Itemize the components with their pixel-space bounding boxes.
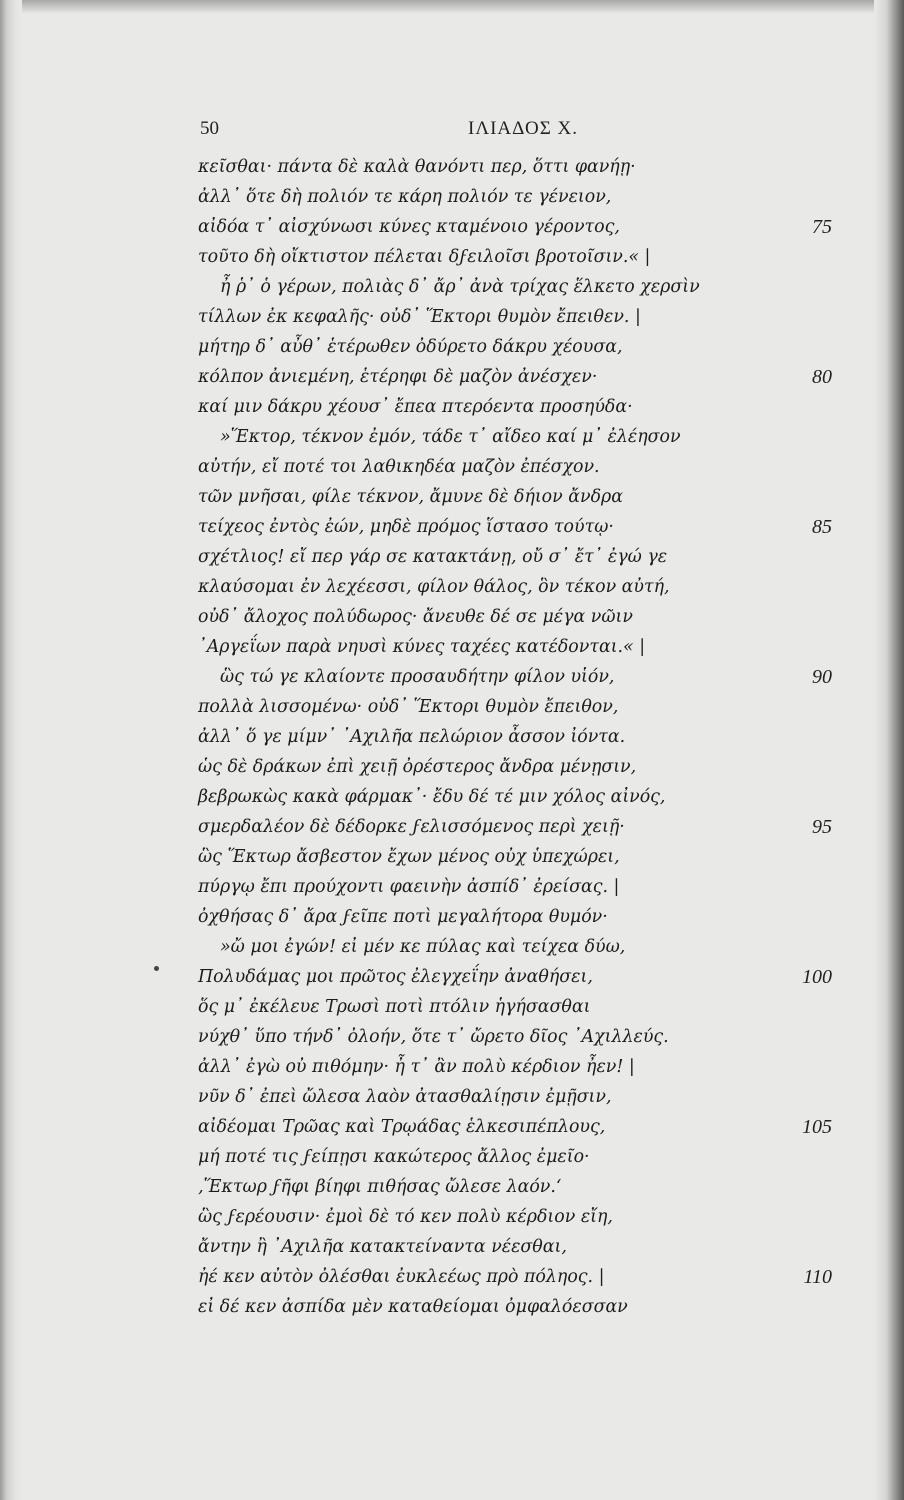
verse-text: ᾽Αργεΐων παρὰ νηυσὶ κύνες ταχέες κατέδονται.« | (198, 637, 646, 657)
verse-text: »Ἕκτορ, τέκνον ἐμόν, τάδε τ᾽ αἴδεο καί μ᾽ ἐλέησον (220, 427, 681, 447)
verse-line (198, 1292, 848, 1322)
verse-line (198, 692, 848, 722)
verse-line (198, 1112, 848, 1142)
verse-text: αἰδέομαι Τρῶας καὶ Τρῳάδας ἑλκεσιπέπλους, (198, 1117, 606, 1137)
verse-text: καί μιν δάκρυ χέουσ᾽ ἔπεα πτερόεντα προσηύδα· (198, 397, 633, 417)
verse-line (198, 152, 848, 182)
verse-text: νύχθ᾽ ὕπο τήνδ᾽ ὀλοήν, ὅτε τ᾽ ὤρετο δῖος ᾽Αχιλλεύς. (198, 1027, 669, 1047)
verse-line (198, 182, 848, 212)
verse-line (198, 542, 848, 572)
verse-text: τείχεος ἐντὸς ἐών, μηδὲ πρόμος ἵστασο τούτῳ· (198, 517, 614, 537)
verse-line (198, 932, 848, 962)
verse-line (198, 1232, 848, 1262)
verse-line (198, 842, 848, 872)
verse-line (198, 482, 848, 512)
verse-text: ἀλλ᾽ ὅ γε μίμν᾽ ᾽Αχιλῆα πελώριον ἆσσον ἰόντα. (198, 727, 626, 747)
verse-text: πύργῳ ἔπι προύχοντι φαεινὴν ἀσπίδ᾽ ἐρείσας. | (198, 877, 620, 897)
verse-text: ὀχθήσας δ᾽ ἄρα ϝεῖπε ποτὶ μεγαλήτορα θυμόν· (198, 907, 608, 927)
verse-text: πολλὰ λισσομένω· οὐδ᾽ Ἕκτορι θυμὸν ἔπειθον, (198, 697, 619, 717)
verse-line (198, 662, 848, 692)
verse-text: τοῦτο δὴ οἴκτιστον πέλεται δϝειλοῖσι βροτοῖσιν.« | (198, 247, 651, 267)
verse-text: μήτηρ δ᾽ αὖθ᾽ ἑτέρωθεν ὀδύρετο δάκρυ χέουσα, (198, 337, 623, 357)
verse-text: ἀλλ᾽ ὅτε δὴ πολιόν τε κάρη πολιόν τε γένειον, (198, 187, 612, 207)
verse-text: τῶν μνῆσαι, φίλε τέκνον, ἄμυνε δὲ δήιον ἄνδρα (198, 487, 624, 507)
verse-line (198, 782, 848, 812)
verse-line (198, 452, 848, 482)
running-title: ΙΛΙΑΔΟΣ Χ. (468, 118, 579, 139)
verse-line (198, 722, 848, 752)
line-number: 85 (812, 516, 832, 538)
verse-text: »ὤ μοι ἐγών! εἰ μέν κε πύλας καὶ τείχεα δύω, (220, 937, 626, 957)
verse-line (198, 1142, 848, 1172)
verse-text: τίλλων ἐκ κεφαλῆς· οὐδ᾽ Ἕκτορι θυμὸν ἔπειθεν. | (198, 307, 641, 327)
verse-text: ἦ ῥ᾽ ὁ γέρων, πολιὰς δ᾽ ἄρ᾽ ἀνὰ τρίχας ἕλκετο χερσὶν (220, 277, 700, 297)
verse-line (198, 512, 848, 542)
line-number: 100 (802, 966, 832, 988)
line-number: 90 (812, 666, 832, 688)
verse-line (198, 632, 848, 662)
verse-line (198, 392, 848, 422)
verse-line (198, 1262, 848, 1292)
verse-line (198, 362, 848, 392)
running-header (200, 118, 840, 146)
verse-text: σμερδαλέον δὲ δέδορκε ϝελισσόμενος περὶ χειῇ· (198, 817, 625, 837)
verse-text: αὐτήν, εἴ ποτέ τοι λαθικηδέα μαζὸν ἐπέσχον. (198, 457, 600, 477)
verse-text: νῦν δ᾽ ἐπεὶ ὤλεσα λαὸν ἀτασθαλίῃσιν ἐμῇσιν, (198, 1087, 612, 1107)
verse-text: σχέτλιος! εἴ περ γάρ σε κατακτάνῃ, οὔ σ᾽ ἔτ᾽ ἐγώ γε (198, 547, 668, 567)
verse-block (198, 152, 848, 1322)
verse-line (198, 1172, 848, 1202)
verse-line (198, 992, 848, 1022)
verse-line (198, 902, 848, 932)
verse-line (198, 962, 848, 992)
verse-line (198, 602, 848, 632)
verse-line (198, 752, 848, 782)
verse-line (198, 272, 848, 302)
verse-text: βεβρωκὼς κακὰ φάρμακ᾽· ἔδυ δέ τέ μιν χόλος αἰνός, (198, 787, 666, 807)
verse-text: ἀλλ᾽ ἐγὼ οὐ πιθόμην· ἦ τ᾽ ἂν πολὺ κέρδιον ἦεν! | (198, 1057, 635, 1077)
verse-line (198, 872, 848, 902)
page-gutter-shadow (0, 0, 22, 1500)
verse-text: ὡς δὲ δράκων ἐπὶ χειῇ ὀρέστερος ἄνδρα μένῃσιν, (198, 757, 637, 777)
verse-line (198, 812, 848, 842)
verse-text: ἄντην ἢ ᾽Αχιλῆα κατακτείναντα νέεσθαι, (198, 1237, 567, 1257)
verse-line (198, 572, 848, 602)
line-number: 95 (812, 816, 832, 838)
verse-line (198, 422, 848, 452)
line-number: 80 (812, 366, 832, 388)
verse-line (198, 212, 848, 242)
verse-text: ‚Ἕκτωρ ϝῆφι βίηφι πιθήσας ὤλεσε λαόν.‘ (198, 1177, 562, 1197)
verse-text: ὅς μ᾽ ἐκέλευε Τρωσὶ ποτὶ πτόλιν ἡγήσασθαι (198, 997, 591, 1017)
verse-text: μή ποτέ τις ϝείπῃσι κακώτερος ἄλλος ἐμεῖο· (198, 1147, 590, 1167)
verse-text: ὣς ϝερέουσιν· ἐμοὶ δὲ τό κεν πολὺ κέρδιον εἴη, (198, 1207, 613, 1227)
verse-text: ὣς Ἕκτωρ ἄσβεστον ἔχων μένος οὐχ ὑπεχώρει, (198, 847, 620, 867)
page-edge-shadow (874, 0, 904, 1500)
verse-line (198, 1022, 848, 1052)
verse-line (198, 1052, 848, 1082)
verse-text: κλαύσομαι ἐν λεχέεσσι, φίλον θάλος, ὃν τέκον αὐτή, (198, 577, 670, 597)
page-number: 50 (200, 118, 219, 139)
verse-text: εἰ δέ κεν ἀσπίδα μὲν καταθείομαι ὀμφαλόεσσαν (198, 1297, 628, 1317)
line-number: 110 (803, 1266, 832, 1288)
verse-line (198, 1202, 848, 1232)
verse-line (198, 1082, 848, 1112)
page-top-shadow (0, 0, 904, 14)
line-number: 75 (812, 216, 832, 238)
verse-text: Πολυδάμας μοι πρῶτος ἐλεγχεΐην ἀναθήσει, (198, 967, 593, 987)
line-number: 105 (802, 1116, 832, 1138)
verse-line (198, 302, 848, 332)
verse-line (198, 332, 848, 362)
verse-text: ἠέ κεν αὐτὸν ὀλέσθαι ἐυκλεέως πρὸ πόληος. | (198, 1267, 605, 1287)
verse-line (198, 242, 848, 272)
verse-text: οὐδ᾽ ἄλοχος πολύδωρος· ἄνευθε δέ σε μέγα νῶιν (198, 607, 633, 627)
verse-text: ὣς τώ γε κλαίοντε προσαυδήτην φίλον υἱόν, (220, 667, 615, 687)
verse-text: κόλπον ἀνιεμένη, ἑτέρηφι δὲ μαζὸν ἀνέσχεν· (198, 367, 598, 387)
verse-text: αἰδόα τ᾽ αἰσχύνωσι κύνες κταμένοιο γέροντος, (198, 217, 620, 237)
verse-text: κεῖσθαι· πάντα δὲ καλὰ θανόντι περ, ὅττι φανήῃ· (198, 157, 636, 177)
ink-speck (154, 966, 159, 971)
